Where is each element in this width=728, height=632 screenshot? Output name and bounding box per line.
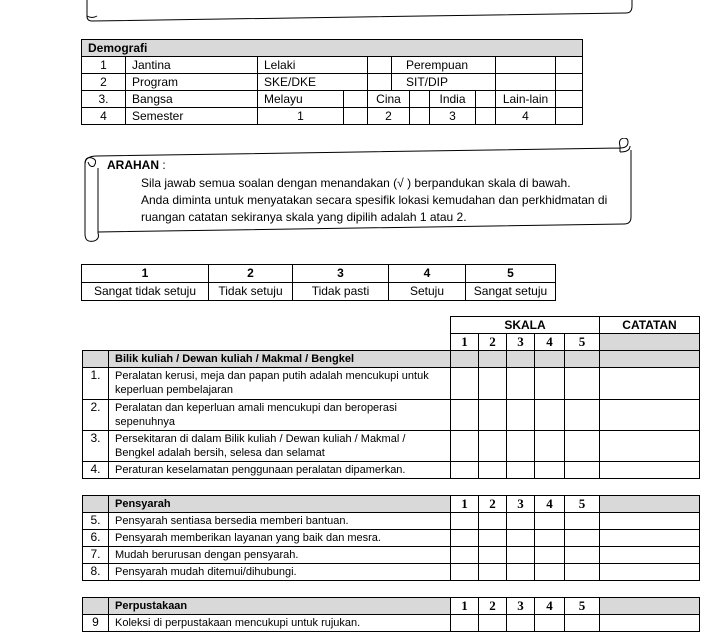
answer-box[interactable]	[479, 368, 507, 400]
catatan-cell[interactable]	[600, 547, 700, 564]
answer-box[interactable]	[479, 547, 507, 564]
answer-box[interactable]	[565, 547, 600, 564]
answer-box[interactable]	[565, 400, 600, 431]
answer-box[interactable]	[535, 564, 565, 581]
answer-box[interactable]	[565, 462, 600, 479]
catatan-cell[interactable]	[600, 400, 700, 431]
section-title-perpustakaan: Perpustakaan	[109, 598, 451, 615]
scale-label: Tidak pasti	[293, 283, 389, 301]
program-sit-box[interactable]	[556, 74, 583, 91]
catatan-cell[interactable]	[600, 462, 700, 479]
semester-3-box[interactable]	[476, 108, 496, 125]
section-title-bilik-kuliah: Bilik kuliah / Dewan kuliah / Makmal / Bengkel	[109, 351, 451, 368]
question-row: 4. Peraturan keselamatan penggunaan peralatan dipamerkan.	[83, 462, 700, 479]
answer-box[interactable]	[535, 530, 565, 547]
answer-box[interactable]	[507, 547, 535, 564]
scale-label: Setuju	[389, 283, 466, 301]
jantina-lelaki-box[interactable]	[368, 57, 392, 74]
question-row: 5. Pensyarah sentiasa bersedia memberi bantuan.	[83, 513, 700, 530]
scale-number: 4	[389, 265, 466, 283]
arahan-line-3: ruangan catatan sekiranya skala yang dipilih adalah 1 atau 2.	[141, 210, 467, 224]
answer-box[interactable]	[479, 615, 507, 632]
answer-box[interactable]	[535, 462, 565, 479]
catatan-header: CATATAN	[600, 317, 700, 334]
demografi-row: 1 Jantina Lelaki Perempuan	[82, 57, 583, 74]
bangsa-cina-box[interactable]	[410, 91, 430, 108]
answer-box[interactable]	[479, 431, 507, 462]
answer-box[interactable]	[507, 462, 535, 479]
answer-box[interactable]	[565, 368, 600, 400]
program-ske-box[interactable]	[368, 74, 392, 91]
question-row: 3. Persekitaran di dalam Bilik kuliah / Dewan kuliah / Makmal / Bengkel adalah bersih, selesa dan selamat	[83, 431, 700, 462]
scale-number: 1	[82, 265, 209, 283]
demografi-table	[81, 39, 583, 125]
answer-box[interactable]	[565, 513, 600, 530]
catatan-cell[interactable]	[600, 564, 700, 581]
scale-number: 3	[293, 265, 389, 283]
answer-box[interactable]	[451, 400, 479, 431]
catatan-cell[interactable]	[600, 530, 700, 547]
catatan-cell[interactable]	[600, 368, 700, 400]
semester-1-box[interactable]	[344, 108, 368, 125]
answer-box[interactable]	[451, 615, 479, 632]
answer-box[interactable]	[565, 615, 600, 632]
question-row: 9 Koleksi di perpustakaan mencukupi untuk rujukan.	[83, 615, 700, 632]
catatan-cell[interactable]	[600, 431, 700, 462]
bangsa-lain-box[interactable]	[556, 91, 583, 108]
jantina-perempuan-box[interactable]	[556, 57, 583, 74]
catatan-cell[interactable]	[600, 615, 700, 632]
answer-box[interactable]	[507, 615, 535, 632]
answer-box[interactable]	[451, 513, 479, 530]
answer-box[interactable]	[565, 431, 600, 462]
arahan-heading: ARAHAN :	[107, 158, 166, 172]
answer-box[interactable]	[507, 530, 535, 547]
section-title-pensyarah: Pensyarah	[109, 496, 451, 513]
answer-box[interactable]	[451, 431, 479, 462]
scale-label: Sangat setuju	[466, 283, 556, 301]
answer-box[interactable]	[535, 547, 565, 564]
scale-number: 5	[466, 265, 556, 283]
bangsa-melayu-box[interactable]	[344, 91, 368, 108]
answer-box[interactable]	[451, 462, 479, 479]
scale-label: Sangat tidak setuju	[82, 283, 209, 301]
bangsa-india-box[interactable]	[476, 91, 496, 108]
scale-number: 2	[209, 265, 293, 283]
top-scroll-banner	[80, 0, 640, 24]
answer-box[interactable]	[507, 513, 535, 530]
answer-box[interactable]	[451, 547, 479, 564]
answer-box[interactable]	[479, 513, 507, 530]
answer-box[interactable]	[565, 530, 600, 547]
answer-box[interactable]	[479, 530, 507, 547]
question-row: 8. Pensyarah mudah ditemui/dihubungi.	[83, 564, 700, 581]
answer-box[interactable]	[451, 530, 479, 547]
demografi-row: 4 Semester 1 2 3 4	[82, 108, 583, 125]
demografi-row: 3. Bangsa Melayu Cina India Lain-lain	[82, 91, 583, 108]
demografi-row: 2 Program SKE/DKE SIT/DIP	[82, 74, 583, 91]
question-row: 7. Mudah berurusan dengan pensyarah.	[83, 547, 700, 564]
answer-box[interactable]	[535, 368, 565, 400]
demografi-title: Demografi	[82, 40, 583, 57]
answer-box[interactable]	[451, 564, 479, 581]
answer-box[interactable]	[507, 431, 535, 462]
arahan-line-2: Anda diminta untuk menyatakan secara spesifik lokasi kemudahan dan perkhidmatan di	[141, 193, 608, 207]
arahan-title: ARAHAN	[107, 158, 159, 172]
survey-table: SKALA CATATAN 1 2 3 4 5 Bilik kuliah / Dewan kuliah / Makmal / Bengkel 1. Peralatan kerusi, meja dan papan putih adalah mencukupi untuk keperluan pembelajaran 2. Peralatan dan keperluan amali mencukupi dan beroperasi sepenuhnya 3. Persekitaran di dalam Bilik kuliah / Dewan kuliah / Makmal / Bengkel adalah bersih, selesa dan selamat 4. Peraturan keselamatan penggunaan peralatan dipamerkan. Pensyarah 1 2 3 4 5 5. Pensyarah sentiasa bersedia memberi bantuan. 6. Pensyarah memberikan layanan yang baik dan mesra. 7. Mudah berurusan dengan pensyarah. 8. Pensyarah mudah ditemui/dihubungi. Perpustakaan 1 2 3 4 5 9 Koleksi di perpustakaan mencukupi untuk rujukan.	[82, 316, 700, 632]
answer-box[interactable]	[565, 564, 600, 581]
question-row: 1. Peralatan kerusi, meja dan papan putih adalah mencukupi untuk keperluan pembelajaran	[83, 368, 700, 400]
skala-header: SKALA	[451, 317, 600, 334]
answer-box[interactable]	[535, 615, 565, 632]
answer-box[interactable]	[535, 431, 565, 462]
answer-box[interactable]	[479, 400, 507, 431]
semester-4-box[interactable]	[556, 108, 583, 125]
question-row: 6. Pensyarah memberikan layanan yang baik dan mesra.	[83, 530, 700, 547]
semester-2-box[interactable]	[410, 108, 430, 125]
question-row: 2. Peralatan dan keperluan amali mencukupi dan beroperasi sepenuhnya	[83, 400, 700, 431]
answer-box[interactable]	[479, 564, 507, 581]
answer-box[interactable]	[479, 462, 507, 479]
arahan-line-1: Sila jawab semua soalan dengan menandakan (√ ) berpandukan skala di bawah.	[141, 176, 571, 190]
catatan-cell[interactable]	[600, 513, 700, 530]
answer-box[interactable]	[535, 400, 565, 431]
scale-legend-table	[81, 264, 556, 301]
answer-box[interactable]	[507, 368, 535, 400]
answer-box[interactable]	[451, 368, 479, 400]
answer-box[interactable]	[507, 564, 535, 581]
scale-label: Tidak setuju	[209, 283, 293, 301]
answer-box[interactable]	[507, 400, 535, 431]
answer-box[interactable]	[535, 513, 565, 530]
